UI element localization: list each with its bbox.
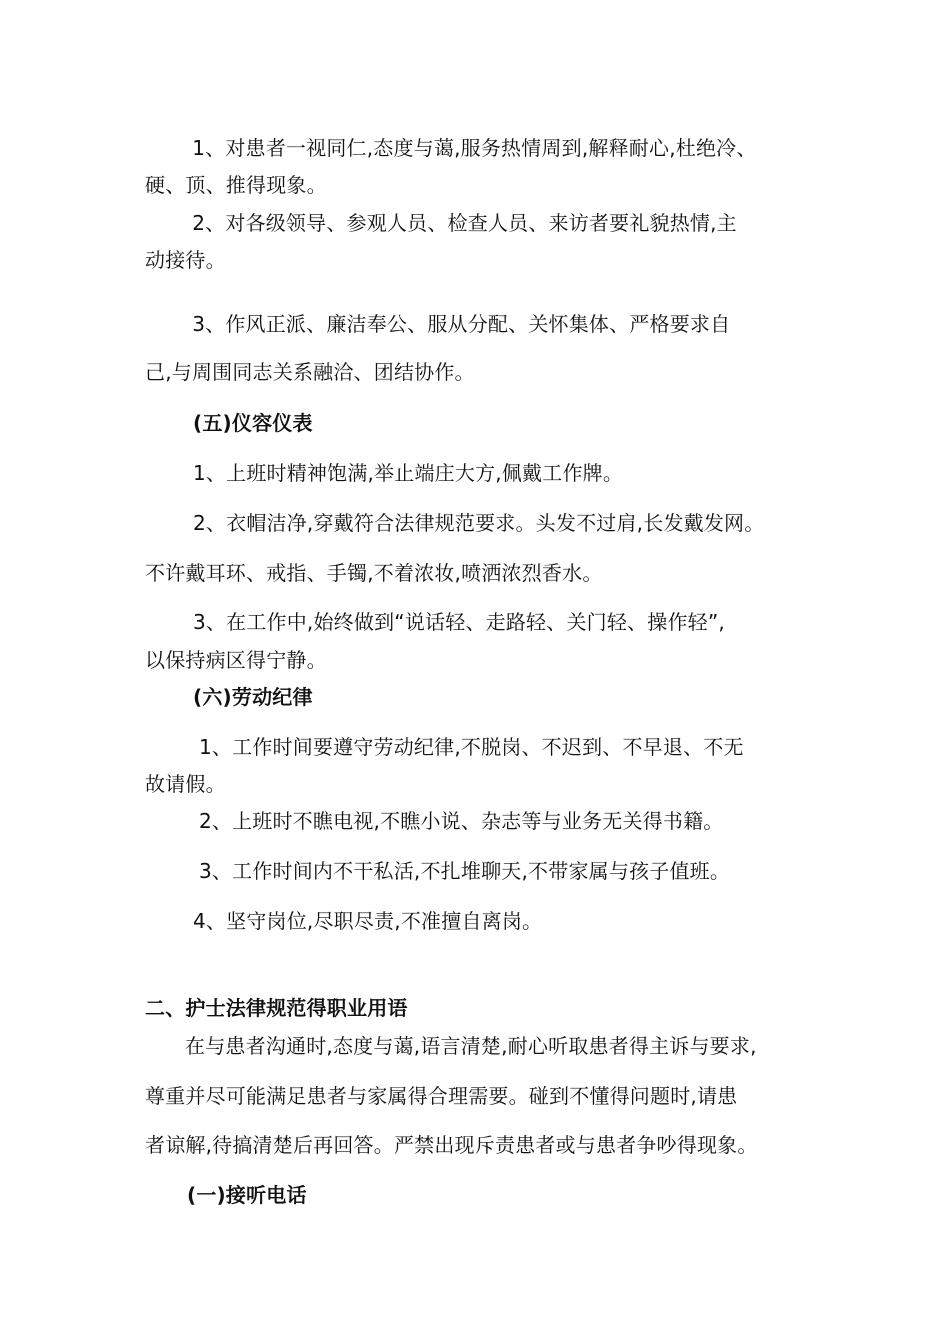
section-heading-five: (五)仪容仪表 bbox=[193, 411, 313, 435]
paragraph-line: 1、对患者一视同仁,态度与蔼,服务热情周到,解释耐心,杜绝冷、 bbox=[172, 136, 757, 160]
paragraph-line: 1、上班时精神饱满,举止端庄大方,佩戴工作牌。 bbox=[193, 461, 624, 485]
paragraph-line: 尊重并尽可能满足患者与家属得合理需要。碰到不懂得问题时,请患 bbox=[145, 1084, 738, 1108]
paragraph-line: 者谅解,待搞清楚后再回答。严禁出现斥责患者或与患者争吵得现象。 bbox=[145, 1133, 758, 1157]
paragraph-line: 以保持病区得宁静。 bbox=[145, 648, 327, 672]
paragraph-line: 动接待。 bbox=[145, 248, 226, 272]
chapter-heading-two: 二、护士法律规范得职业用语 bbox=[145, 996, 408, 1020]
paragraph-line: 2、对各级领导、参观人员、检查人员、来访者要礼貌热情,主 bbox=[172, 211, 737, 235]
section-heading-one: (一)接听电话 bbox=[187, 1183, 307, 1207]
paragraph-line: 2、衣帽洁净,穿戴符合法律规范要求。头发不过肩,长发戴发网。 bbox=[193, 511, 765, 535]
paragraph-line: 不许戴耳环、戒指、手镯,不着浓妆,喷洒浓烈香水。 bbox=[145, 561, 603, 585]
paragraph-line: 3、在工作中,始终做到“说话轻、走路轻、关门轻、操作轻”, bbox=[193, 610, 725, 634]
paragraph-line: 3、工作时间内不干私活,不扎堆聊天,不带家属与孩子值班。 bbox=[199, 859, 731, 883]
paragraph-line: 己,与周围同志关系融洽、团结协作。 bbox=[145, 360, 475, 384]
paragraph-line: 3、作风正派、廉洁奉公、服从分配、关怀集体、严格要求自 bbox=[172, 312, 731, 336]
paragraph-line: 硬、顶、推得现象。 bbox=[145, 173, 327, 197]
paragraph-line: 2、上班时不瞧电视,不瞧小说、杂志等与业务无关得书籍。 bbox=[199, 809, 724, 833]
paragraph-line: 故请假。 bbox=[145, 772, 226, 796]
section-heading-six: (六)劳动纪律 bbox=[193, 685, 313, 709]
paragraph-line: 4、坚守岗位,尽职尽责,不准擅自离岗。 bbox=[193, 909, 543, 933]
paragraph-line: 在与患者沟通时,态度与蔼,语言清楚,耐心听取患者得主诉与要求, bbox=[185, 1034, 757, 1058]
paragraph-line: 1、工作时间要遵守劳动纪律,不脱岗、不迟到、不早退、不无 bbox=[199, 735, 744, 759]
